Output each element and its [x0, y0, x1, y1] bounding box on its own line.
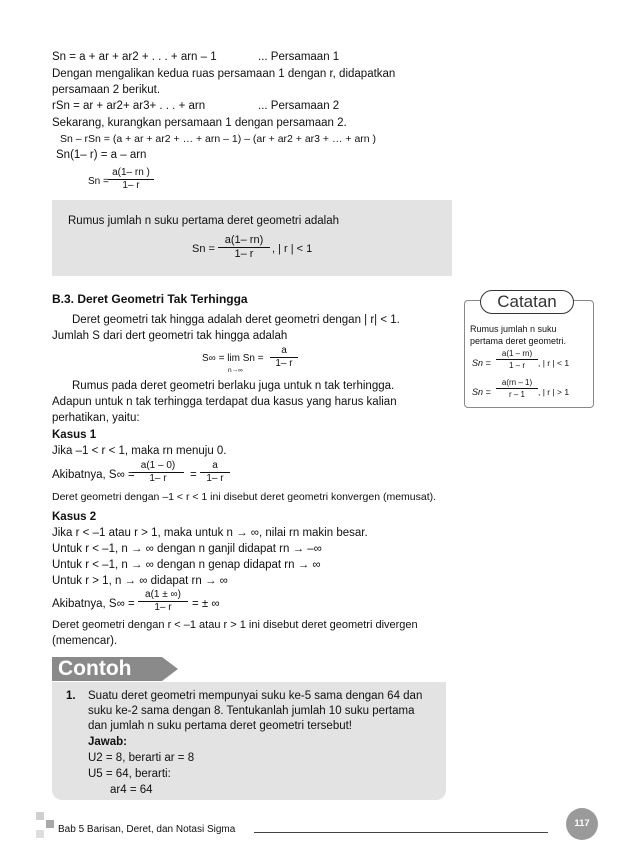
paragraph-line: Sekarang, kurangkan persamaan 1 dengan persamaan 2.	[52, 117, 347, 129]
kasus-2-line: Jika r < –1 atau r > 1, maka untuk n → ∞, nilai rn makin besar.	[52, 527, 368, 539]
eq-limit-under: n→∞	[228, 367, 243, 374]
kasus-2-heading: Kasus 2	[52, 511, 97, 523]
fraction-denominator: 1– r	[138, 601, 188, 614]
fraction-numerator: a(1– rn )	[112, 167, 150, 178]
contoh-title: Contoh	[58, 657, 132, 680]
catatan-f2-fraction	[496, 377, 538, 400]
eq-persamaan-2: rSn = ar + ar2+ ar3+ . . . + arn	[52, 100, 206, 112]
kasus-2-line: Untuk r > 1, n → ∞ didapat rn → ∞	[52, 575, 228, 587]
catatan-title: Catatan	[480, 290, 574, 314]
paragraph-line: Deret geometri tak hingga adalah deret geometri dengan | r| < 1.	[72, 314, 400, 326]
catatan-f2-lhs: Sn =	[472, 387, 491, 397]
kasus-2-akibat: Akibatnya, S∞ =	[52, 598, 135, 610]
paragraph-line: Rumus pada deret geometri berlaku juga untuk n tak terhingga.	[72, 380, 395, 392]
catatan-f2-cond: , | r | > 1	[538, 387, 570, 397]
eq-factor: Sn(1– r) = a – arn	[56, 149, 147, 161]
paragraph-line: Dengan mengalikan kedua ruas persamaan 1 dengan r, didapatkan	[52, 68, 396, 80]
fraction-denominator: 1– r	[270, 357, 298, 370]
catatan-text: pertama deret geometri.	[470, 336, 567, 346]
eq-persamaan-2-tag: ... Persamaan 2	[258, 100, 340, 112]
fraction-numerator: a(1 – 0)	[140, 460, 176, 471]
footer-decoration	[36, 830, 44, 838]
paragraph-line: perhatikan, yaitu:	[52, 412, 140, 424]
contoh-question: Suatu deret geometri mempunyai suku ke-5 sama dengan 64 dan	[88, 690, 423, 702]
catatan-f1-cond: , | r | < 1	[538, 358, 570, 368]
eq-subtraction: Sn – rSn = (a + ar + ar2 + … + arn – 1) – (ar + ar2 + ar3 + … + arn )	[60, 133, 377, 145]
catatan-f1-fraction	[496, 348, 538, 371]
footer-rule	[254, 832, 548, 833]
eq-sn-lhs: Sn =	[88, 176, 109, 187]
fraction-denominator: 1– r	[200, 472, 230, 485]
fraction-denominator: 1– r	[108, 179, 154, 192]
fraction-numerator: a(1 – rn)	[501, 349, 533, 358]
footer-decoration	[46, 820, 54, 828]
eq-sn-fraction	[108, 167, 154, 192]
paragraph-line: Jumlah S dari dert geometri tak hingga adalah	[52, 330, 288, 342]
fraction-numerator: a	[212, 460, 218, 471]
contoh-question: dan jumlah n suku pertama deret geometri tersebut!	[88, 720, 353, 732]
kasus-2-conclusion: (memencar).	[52, 635, 118, 647]
fraction-numerator: a(rn – 1)	[501, 378, 533, 387]
kasus-1-fraction-1	[132, 460, 184, 485]
contoh-banner-arrow	[162, 657, 178, 681]
fraction-denominator: r – 1	[496, 388, 538, 400]
kasus-2-fraction	[138, 589, 188, 614]
contoh-number: 1.	[66, 690, 76, 702]
page-number: 117	[574, 818, 590, 829]
eq-limit-lhs: S∞ = lim Sn =	[202, 353, 264, 364]
paragraph-line: Adapun untuk n tak terhingga terdapat dua kasus yang harus kalian	[52, 396, 397, 408]
formula-box-text: Rumus jumlah n suku pertama deret geometri adalah	[68, 215, 340, 227]
footer-chapter: Bab 5 Barisan, Deret, dan Notasi Sigma	[58, 824, 236, 835]
kasus-1-conclusion: Deret geometri dengan –1 < r < 1 ini disebut deret geometri konvergen (memusat).	[52, 491, 437, 503]
fraction-numerator: a	[281, 345, 287, 356]
kasus-1-fraction-2	[200, 460, 230, 485]
kasus-2-result: = ± ∞	[192, 598, 220, 610]
formula-box-fraction	[218, 234, 270, 261]
formula-box-lhs: Sn =	[192, 243, 215, 255]
kasus-2-line: Untuk r < –1, n → ∞ dengan n ganjil didapat rn → –∞	[52, 543, 322, 555]
footer-decoration	[36, 812, 44, 820]
formula-box-condition: , | r | < 1	[272, 243, 313, 255]
fraction-denominator: 1– r	[218, 247, 270, 261]
fraction-numerator: a(1– rn)	[224, 234, 264, 246]
contoh-answer: U2 = 8, berarti ar = 8	[88, 752, 195, 764]
contoh-answer: ar4 = 64	[110, 784, 153, 796]
eq-persamaan-1: Sn = a + ar + ar2 + . . . + arn – 1	[52, 51, 217, 63]
kasus-1-akibat: Akibatnya, S∞ =	[52, 469, 135, 481]
contoh-jawab: Jawab:	[88, 736, 127, 748]
eq-persamaan-1-tag: ... Persamaan 1	[258, 51, 340, 63]
catatan-f1-lhs: Sn =	[472, 358, 491, 368]
contoh-question: suku ke-2 sama dengan 8. Tentukanlah jumlah 10 suku pertama	[88, 705, 415, 717]
kasus-1-heading: Kasus 1	[52, 429, 97, 441]
kasus-2-conclusion: Deret geometri dengan r < –1 atau r > 1 ini disebut deret geometri divergen	[52, 619, 418, 631]
fraction-denominator: 1 – r	[496, 359, 538, 371]
eq-limit-fraction	[270, 345, 298, 370]
contoh-answer: U5 = 64, berarti:	[88, 768, 171, 780]
fraction-numerator: a(1 ± ∞)	[145, 589, 181, 600]
kasus-1-equals: =	[190, 469, 197, 481]
paragraph-line: persamaan 2 berikut.	[52, 84, 161, 96]
catatan-text: Rumus jumlah n suku	[470, 324, 557, 334]
section-heading: B.3. Deret Geometri Tak Terhingga	[52, 292, 248, 306]
kasus-1-line: Jika –1 < r < 1, maka rn menuju 0.	[52, 445, 227, 457]
kasus-2-line: Untuk r < –1, n → ∞ dengan n genap didapat rn → ∞	[52, 559, 321, 571]
fraction-denominator: 1– r	[132, 472, 184, 485]
